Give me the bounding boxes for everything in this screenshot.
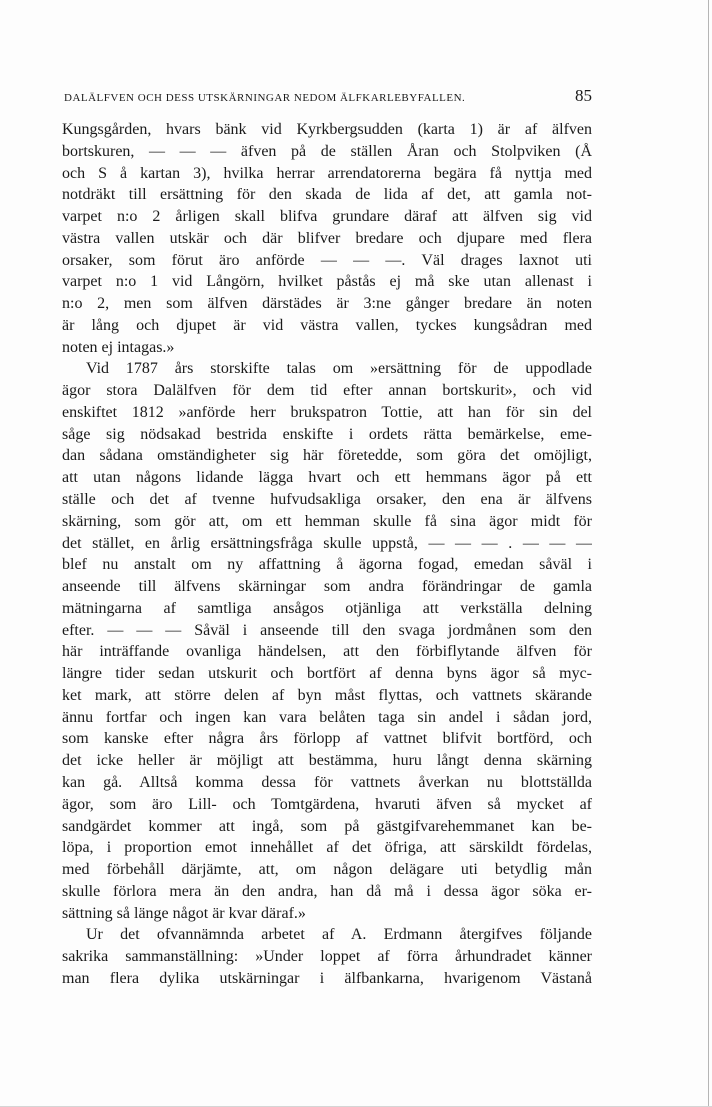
- text-line: blef nu anstalt om ny affattning å ägorna fogad, emedan såväl i: [62, 556, 592, 574]
- body-text: [62, 119, 592, 990]
- text-line: det stället, en årlig ersättningsfråga skulle uppstå, — — — . — — —: [62, 534, 592, 552]
- text-line: kan gå. Alltså komma dessa för vattnets åverkan nu blottställda: [62, 773, 592, 791]
- page-number: 85: [575, 86, 592, 105]
- text-line: här inträffande ovanliga händelsen, att den förbiflytande älfven för: [62, 643, 592, 661]
- text-line: västra vallen utskär och där blifver bredare och djupare med flera: [62, 229, 592, 247]
- text-line: sandgärdet kommer att ingå, som på gästgifvarehemmanet kan be-: [62, 817, 592, 835]
- text-line: löpa, i proportion emot innehållet af det öfriga, att särskildt fördelas,: [62, 839, 592, 857]
- text-line: ket mark, att större delen af byn måst flyttas, och vattnets skärande: [62, 686, 592, 704]
- text-line: ägor stora Dalälfven för dem tid efter annan bortskurit», och vid: [62, 382, 592, 400]
- text-line: skärning, som gör att, om ett hemman skulle få sina ägor midt för: [62, 512, 592, 530]
- text-line: efter. — — — Såväl i anseende till den svaga jordmånen som den: [62, 621, 592, 639]
- paragraph-start-line: Vid 1787 års storskifte talas om »ersättning för de uppodlade: [86, 360, 592, 378]
- paragraph-end-line: sättning så länge något är kvar däraf.»: [62, 904, 306, 922]
- text-line: såge sig nödsakad bestrida enskifte i ordets rätta bemärkelse, eme-: [62, 425, 592, 443]
- text-line: ägor, som äro Lill- och Tomtgärdena, hvaruti äfven så mycket af: [62, 795, 592, 813]
- text-line: notdräkt till ersättning för den skada de lida af det, att gamla not-: [62, 186, 592, 204]
- text-line: bortskuren, — — — äfven på de ställen Åran och Stolpviken (Å: [62, 142, 592, 160]
- text-line: som kanske efter några års förlopp af vattnet blifvit bortförd, och: [62, 730, 592, 748]
- page-header: [64, 86, 596, 116]
- text-line: det icke heller är möjligt att bestämma, huru långt denna skärning: [62, 752, 592, 770]
- text-line: Kungsgården, hvars bänk vid Kyrkbergsudden (karta 1) är af älfven: [62, 121, 592, 138]
- text-line: varpet n:o 1 vid Långörn, hvilket påstås ej må ske utan allenast i: [62, 273, 592, 291]
- text-line: längre tider sedan utskurit och bortfört af denna byns ägor så myc-: [62, 665, 592, 683]
- running-title: DALÄLFVEN OCH DESS UTSKÄRNINGAR NEDOM ÄLFKARLEBYFALLEN.: [64, 92, 466, 104]
- text-line: är lång och djupet är vid västra vallen, tyckes kungsådran med: [62, 316, 592, 334]
- text-line: varpet n:o 2 årligen skall blifva grundare däraf att älfven sig vid: [62, 208, 592, 226]
- text-line: mätningarna af samtliga ansågos otjänliga att verkställa delning: [62, 599, 592, 617]
- text-line: skulle förlora mera än den andra, han då må i dessa ägor söka er-: [62, 882, 592, 900]
- text-line: att utan någons lidande lägga hvart och ett hemmans ägor på ett: [62, 469, 592, 487]
- text-line: ännu fortfar och ingen kan vara belåten taga sin andel i sådan jord,: [62, 708, 592, 726]
- text-line: med förbehåll därjämte, att, om någon delägare uti betydlig mån: [62, 861, 592, 879]
- text-line: man flera dylika utskärningar i älfbankarna, hvarigenom Västanå: [62, 969, 592, 987]
- text-line: n:o 2, men som älfven därstädes är 3:ne gånger bredare än noten: [62, 295, 592, 313]
- text-line: sakrika sammanställning: »Under loppet af förra århundradet känner: [62, 948, 592, 966]
- text-line: dan sådana omständigheter sig här företedde, som göra det omöjligt,: [62, 447, 592, 465]
- paragraph-start-line: Ur det ofvannämnda arbetet af A. Erdmann återgifves följande: [86, 926, 592, 944]
- text-line: orsaker, som förut äro anförde — — —. Väl drages laxnot uti: [62, 251, 592, 269]
- text-line: ställe och det af tvenne hufvudsakliga orsaker, den ena är älfvens: [62, 491, 592, 509]
- paragraph-end-line: noten ej intagas.»: [62, 338, 175, 356]
- text-line: enskiftet 1812 »anförde herr brukspatron Tottie, att han för sin del: [62, 403, 592, 421]
- page-edge-right: [708, 0, 709, 1107]
- text-line: anseende till älfvens skärningar som andra förändringar de gamla: [62, 578, 592, 596]
- text-line: och S å kartan 3), hvilka herrar arrendatorerna begära få nyttja med: [62, 164, 592, 182]
